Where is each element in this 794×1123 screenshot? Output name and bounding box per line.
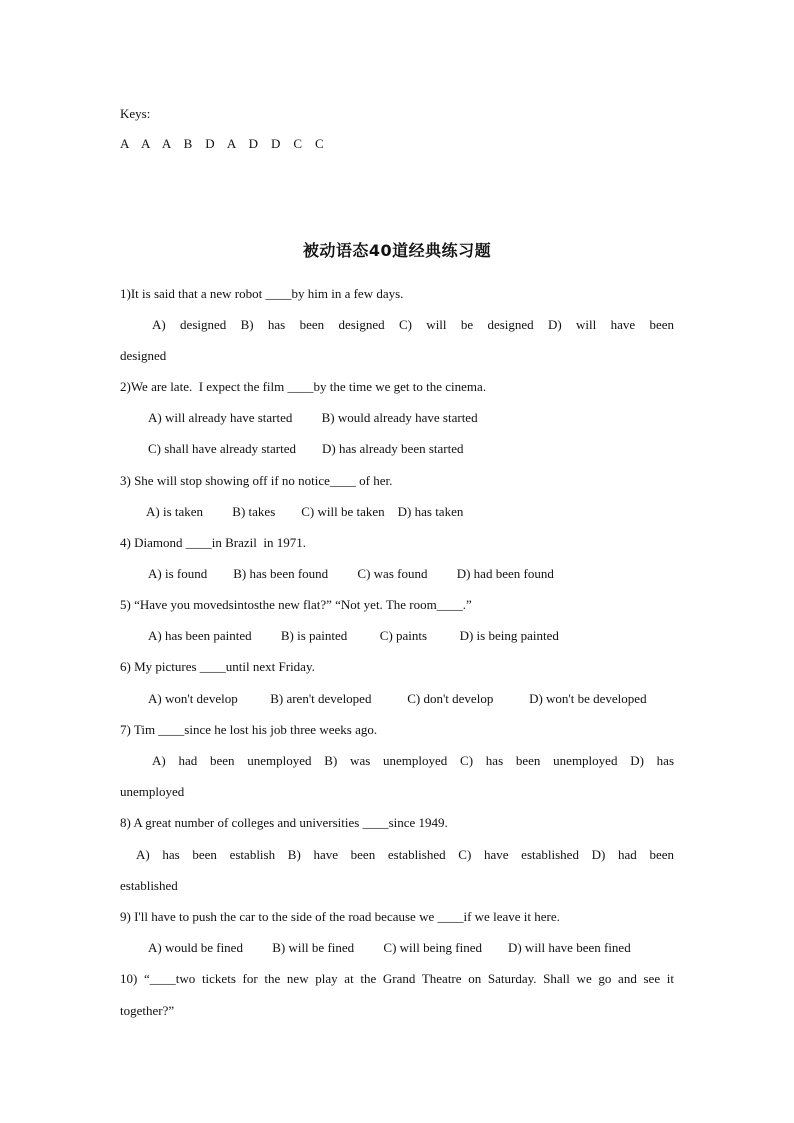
keys-label: Keys: bbox=[120, 106, 151, 121]
question-8: 8) A great number of colleges and universities ____since 1949. bbox=[120, 815, 448, 830]
page-title: 被动语态40道经典练习题 bbox=[302, 241, 492, 260]
question-7-options-cont: unemployed bbox=[120, 784, 185, 799]
question-1-options: A) designed B) has been designed C) will be designed D) will have been bbox=[152, 317, 674, 332]
question-5-options: A) has been painted B) is painted C) paints D) is being painted bbox=[148, 628, 559, 643]
question-9: 9) I'll have to push the car to the side of the road because we ____if we leave it here. bbox=[120, 909, 560, 924]
question-2: 2)We are late. I expect the film ____by the time we get to the cinema. bbox=[120, 379, 487, 394]
question-3-options: A) is taken B) takes C) will be taken D) has taken bbox=[146, 504, 464, 519]
question-7-options: A) had been unemployed B) was unemployed C) has been unemployed D) has bbox=[152, 753, 674, 768]
question-6: 6) My pictures ____until next Friday. bbox=[120, 659, 315, 674]
question-5: 5) “Have you movedsintosthe new flat?” “Not yet. The room____.” bbox=[120, 597, 472, 612]
question-8-options-cont: established bbox=[120, 878, 178, 893]
question-6-options: A) won't develop B) aren't developed C) don't develop D) won't be developed bbox=[148, 691, 647, 706]
question-1: 1)It is said that a new robot ____by him in a few days. bbox=[120, 286, 404, 301]
question-4-options: A) is found B) has been found C) was found D) had been found bbox=[148, 566, 554, 581]
question-10: 10) “____two tickets for the new play at the Grand Theatre on Saturday. Shall we go and see it bbox=[120, 971, 674, 986]
question-1-options-cont: designed bbox=[120, 348, 167, 363]
question-8-options: A) has been establish B) have been established C) have established D) had been bbox=[136, 847, 674, 862]
question-4: 4) Diamond ____in Brazil in 1971. bbox=[120, 535, 306, 550]
question-3: 3) She will stop showing off if no notice____ of her. bbox=[120, 473, 393, 488]
question-2-options-a: A) will already have started B) would already have started bbox=[148, 410, 478, 425]
question-2-options-b: C) shall have already started D) has already been started bbox=[148, 441, 464, 456]
question-10-cont: together?” bbox=[120, 1003, 175, 1018]
answer-keys: A A A B D A D D C C bbox=[120, 136, 324, 151]
question-7: 7) Tim ____since he lost his job three weeks ago. bbox=[120, 722, 378, 737]
question-9-options: A) would be fined B) will be fined C) will being fined D) will have been fined bbox=[148, 940, 631, 955]
